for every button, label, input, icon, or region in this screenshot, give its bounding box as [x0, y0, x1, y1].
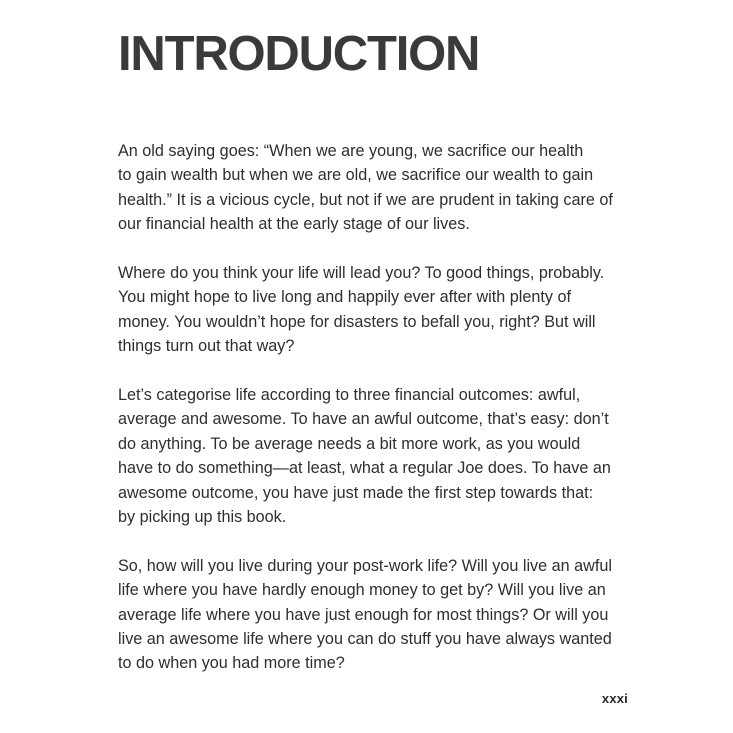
page-number: xxxi [601, 691, 628, 706]
text-line: things turn out that way? [118, 337, 295, 356]
text-line: to gain wealth but when we are old, we sacrifice our wealth to gain [118, 166, 594, 185]
text-line: health.” It is a vicious cycle, but not if we are prudent in taking care of [118, 190, 613, 209]
text-line: You might hope to live long and happily ever after with plenty of [118, 288, 571, 307]
text-line: have to do something—at least, what a regular Joe does. To have an [118, 459, 611, 478]
text-line: average life where you have just enough for most things? Or will you [118, 605, 609, 624]
text-line: life where you have hardly enough money to get by? Will you live an [118, 581, 606, 600]
body-text [118, 139, 638, 700]
text-line: by picking up this book. [118, 508, 287, 527]
text-line: So, how will you live during your post-work life? Will you live an awful [118, 556, 612, 575]
text-line: money. You wouldn’t hope for disasters to befall you, right? But will [118, 312, 596, 331]
paragraph-1 [118, 139, 638, 237]
text-line: our financial health at the early stage of our lives. [118, 215, 470, 234]
text-line: Let’s categorise life according to three financial outcomes: awful, [118, 386, 581, 405]
text-line: awesome outcome, you have just made the first step towards that: [118, 483, 594, 502]
chapter-title: INTRODUCTION [118, 27, 480, 81]
text-line: to do when you had more time? [118, 654, 345, 673]
paragraph-2 [118, 261, 638, 359]
text-line: average and awesome. To have an awful outcome, that’s easy: don’t [118, 410, 609, 429]
text-line: do anything. To be average needs a bit more work, as you would [118, 434, 581, 453]
text-line: live an awesome life where you can do stuff you have always wanted [118, 630, 612, 649]
text-line: An old saying goes: “When we are young, we sacrifice our health [118, 142, 584, 160]
paragraph-3 [118, 383, 638, 529]
paragraph-4 [118, 554, 638, 676]
text-line: Where do you think your life will lead you? To good things, probably. [118, 264, 605, 283]
